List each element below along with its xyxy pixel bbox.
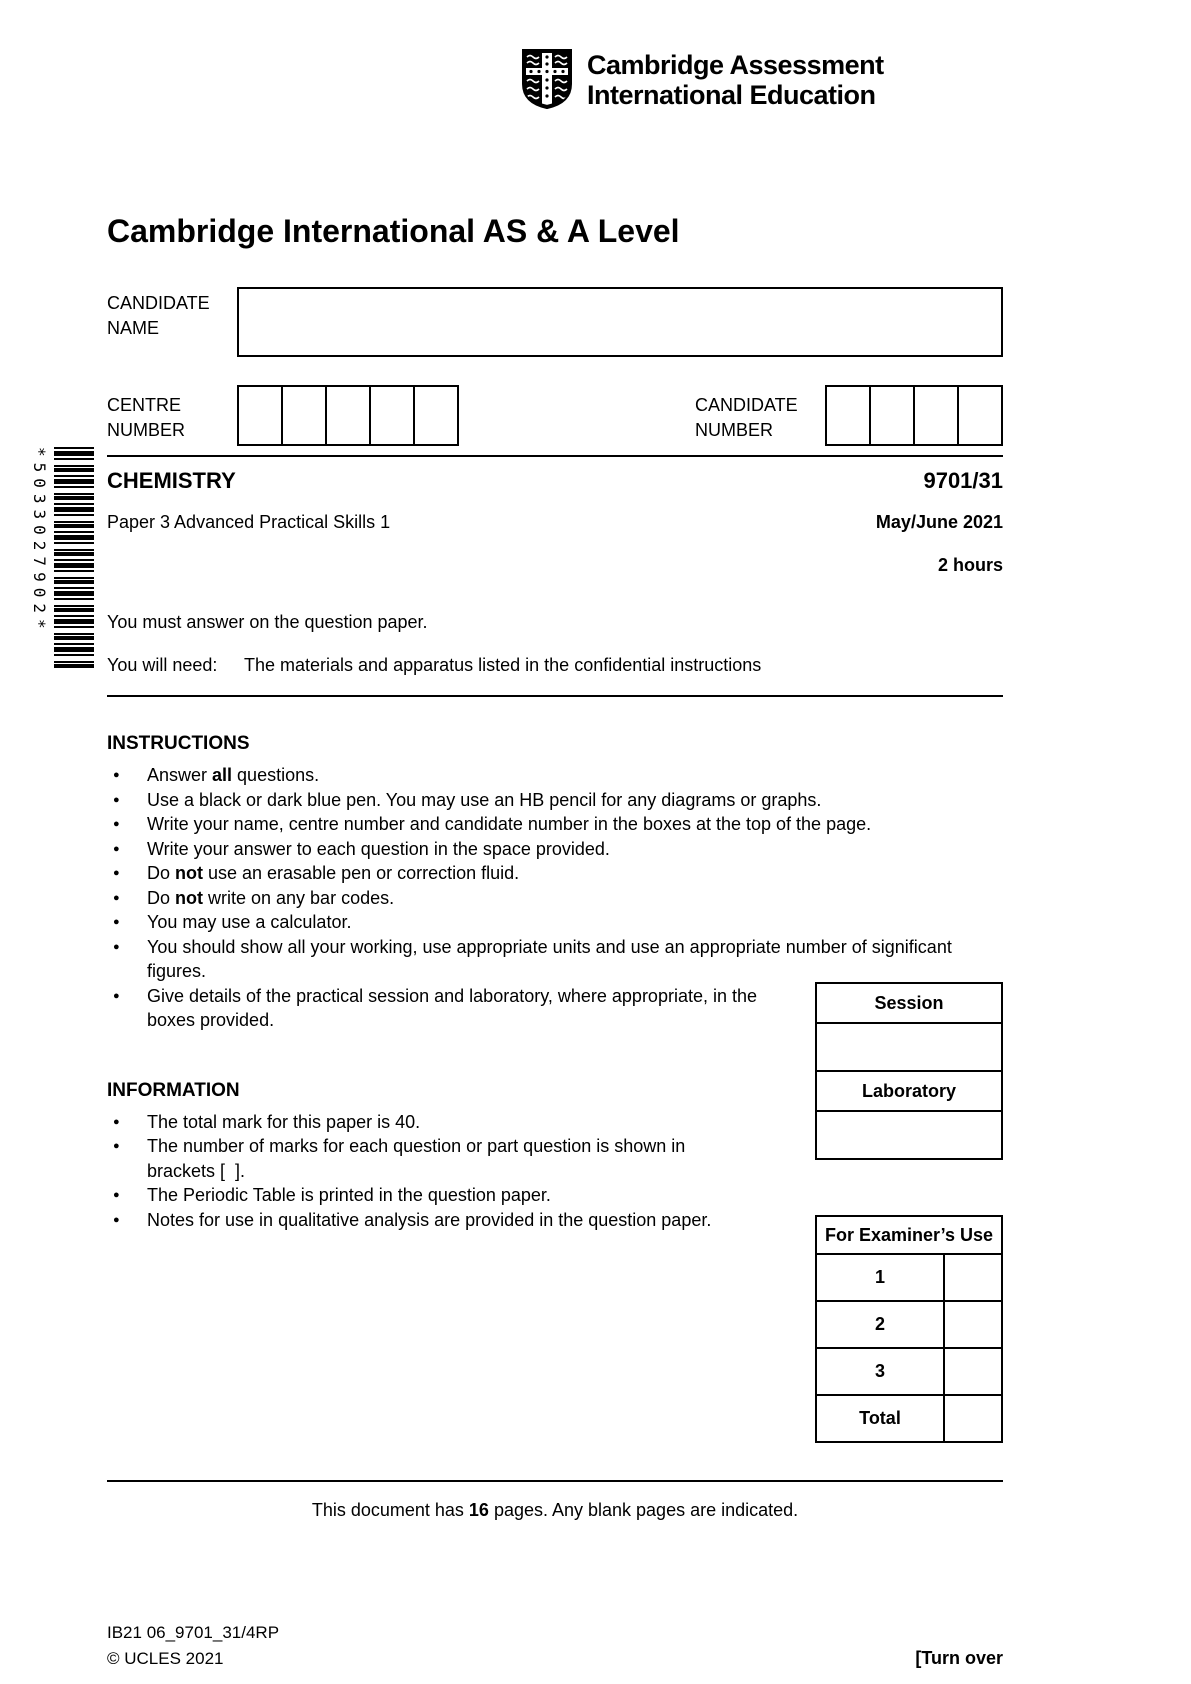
centre-number-cell[interactable]	[237, 385, 283, 446]
session-input-box[interactable]	[817, 1024, 1001, 1072]
instruction-item: ● Do not use an erasable pen or correction fluid.	[107, 861, 1003, 886]
paper-code: 9701/31	[923, 468, 1003, 493]
divider	[107, 455, 1003, 457]
materials-note-text: The materials and apparatus listed in the confidential instructions	[244, 655, 762, 675]
centre-number-cell[interactable]	[325, 385, 371, 446]
examiner-row-label: Total	[817, 1396, 945, 1441]
candidate-name-input-box[interactable]	[237, 287, 1003, 357]
exam-session: May/June 2021	[875, 512, 1003, 532]
candidate-name-label: CANDIDATE NAME	[107, 293, 210, 338]
candidate-number-cells	[825, 385, 1003, 446]
centre-number-cells	[237, 385, 459, 446]
laboratory-label: Laboratory	[817, 1072, 1001, 1112]
session-label: Session	[817, 984, 1001, 1024]
barcode-number: *5033027902*	[30, 447, 49, 635]
examiner-mark-cell	[945, 1349, 1001, 1394]
examiner-row-2	[817, 1302, 1001, 1349]
footer-ref-code: IB21 06_9701_31/4RP	[107, 1623, 280, 1642]
logo-line2: International Education	[587, 80, 876, 110]
information-item: ● The total mark for this paper is 40.	[107, 1110, 1003, 1135]
candidate-number-cell[interactable]	[825, 385, 871, 446]
information-heading: INFORMATION	[107, 1079, 240, 1101]
instruction-item: ● Write your name, centre number and candidate number in the boxes at the top of the page.	[107, 812, 1003, 837]
divider	[107, 695, 1003, 697]
information-item: ● Notes for use in qualitative analysis are provided in the question paper.	[107, 1208, 1003, 1233]
instruction-item: ● Do not write on any bar codes.	[107, 886, 1003, 911]
instruction-item: ● Answer all questions.	[107, 763, 1003, 788]
centre-number-label: CENTRE NUMBER	[107, 395, 186, 440]
instruction-item: ● Write your answer to each question in the space provided.	[107, 837, 1003, 862]
instruction-item: ● Use a black or dark blue pen. You may use an HB pencil for any diagrams or graphs.	[107, 788, 1003, 813]
candidate-number-cell[interactable]	[869, 385, 915, 446]
pages-note: This document has 16 pages. Any blank pages are indicated.	[311, 1500, 799, 1520]
examiner-table-title: For Examiner’s Use	[817, 1217, 1001, 1255]
footer-copyright: © UCLES 2021	[107, 1649, 224, 1668]
paper-title: Paper 3 Advanced Practical Skills 1	[107, 512, 391, 532]
instruction-item: ● You may use a calculator.	[107, 910, 1003, 935]
instructions-heading: INSTRUCTIONS	[107, 733, 250, 754]
cambridge-shield-icon	[521, 48, 573, 115]
examiner-mark-cell	[945, 1396, 1001, 1441]
barcode-bars	[54, 447, 94, 669]
information-item: ● The Periodic Table is printed in the question paper.	[107, 1183, 1003, 1208]
logo-line1: Cambridge Assessment	[587, 50, 884, 80]
subject-name: CHEMISTRY	[107, 468, 236, 493]
exam-duration: 2 hours	[937, 555, 1003, 575]
page-title: Cambridge International AS & A Level	[107, 213, 680, 249]
information-item: ● The number of marks for each question or part question is shown in brackets [ ].	[107, 1134, 692, 1183]
examiner-row-label: 1	[817, 1255, 945, 1300]
materials-note-label: You will need:	[107, 655, 218, 675]
centre-number-cell[interactable]	[413, 385, 459, 446]
answer-note: You must answer on the question paper.	[107, 612, 428, 632]
examiner-row-3	[817, 1349, 1001, 1396]
examiner-use-table	[815, 1215, 1003, 1443]
turn-over-note: [Turn over	[915, 1648, 1003, 1668]
candidate-number-cell[interactable]	[957, 385, 1003, 446]
examiner-row-label: 2	[817, 1302, 945, 1347]
centre-number-cell[interactable]	[281, 385, 327, 446]
examiner-mark-cell	[945, 1255, 1001, 1300]
instruction-item: ● You should show all your working, use appropriate units and use an appropriate number of significant figures.	[107, 935, 1003, 984]
examiner-row-1	[817, 1255, 1001, 1302]
barcode	[30, 447, 94, 669]
instruction-item: ● Give details of the practical session and laboratory, where appropriate, in the boxes provided.	[107, 984, 767, 1033]
examiner-row-total	[817, 1396, 1001, 1441]
divider	[107, 1480, 1003, 1482]
centre-number-cell[interactable]	[369, 385, 415, 446]
examiner-row-label: 3	[817, 1349, 945, 1394]
materials-note	[107, 653, 1003, 677]
laboratory-input-box[interactable]	[817, 1112, 1001, 1158]
candidate-number-label: CANDIDATE NUMBER	[695, 395, 798, 440]
session-laboratory-box	[815, 982, 1003, 1160]
candidate-number-cell[interactable]	[913, 385, 959, 446]
cambridge-logo	[521, 48, 1003, 115]
examiner-mark-cell	[945, 1302, 1001, 1347]
